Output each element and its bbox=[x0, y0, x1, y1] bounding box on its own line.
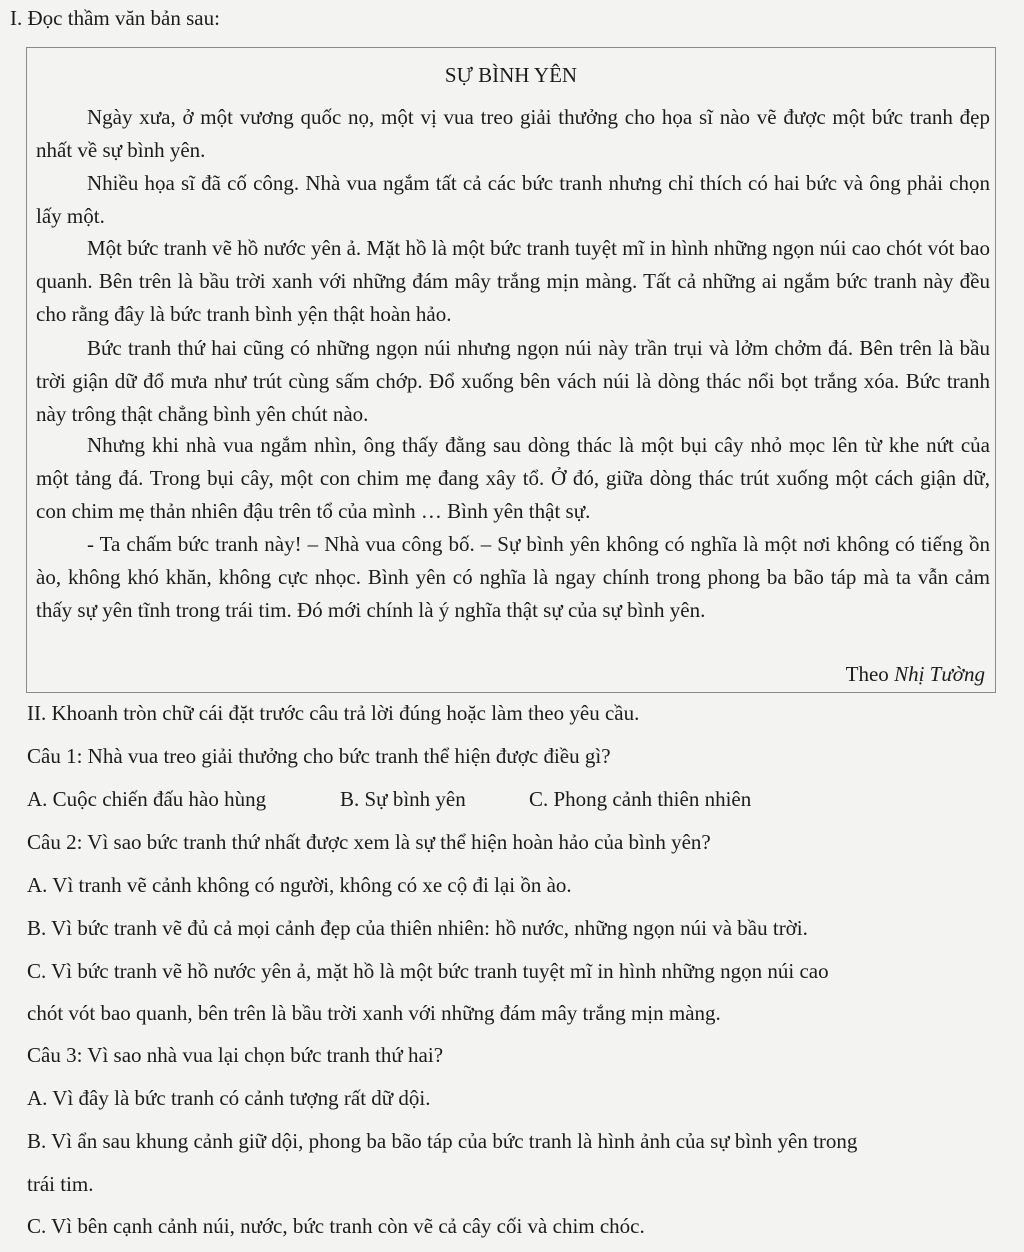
question-2: Câu 2: Vì sao bức tranh thứ nhất được xem là sự thể hiện hoàn hảo của bình yên? bbox=[27, 830, 711, 854]
paragraph-text: Một bức tranh vẽ hồ nước yên ả. Mặt hồ là một bức tranh tuyệt mĩ in hình những ngọn núi cao chót vót bao quanh. Bên trên là bầu trời xanh với những đám mây trắng mịn màng. Tất cả những ai ngắm bức tranh này đều cho rằng đây là bức tranh bình yện thật hoàn hảo. bbox=[36, 236, 990, 326]
story-title: SỰ BÌNH YÊN bbox=[444, 63, 578, 87]
section-2-heading: II. Khoanh tròn chữ cái đặt trước câu trả lời đúng hoặc làm theo yêu cầu. bbox=[27, 701, 640, 725]
q3-option-b-continued: trái tim. bbox=[27, 1172, 94, 1196]
q3-option-c[interactable]: C. Vì bên cạnh cảnh núi, nước, bức tranh còn vẽ cả cây cối và chim chóc. bbox=[27, 1214, 645, 1238]
q1-option-b[interactable]: B. Sự bình yên bbox=[340, 787, 466, 811]
q2-option-c-continued: chót vót bao quanh, bên trên là bầu trời xanh với những đám mây trắng mịn màng. bbox=[27, 1001, 721, 1025]
paragraph-text: Nhưng khi nhà vua ngắm nhìn, ông thấy đằng sau dòng thác là một bụi cây nhỏ mọc lên từ khe nứt của một tảng đá. Trong bụi cây, một con chim mẹ đang xây tổ. Ở đó, giữa dòng thác trút xuống một cách giận dữ, con chim mẹ thản nhiên đậu trên tổ của mình … Bình yên thật sự. bbox=[36, 433, 990, 523]
q3-option-a[interactable]: A. Vì đây là bức tranh có cảnh tượng rất dữ dội. bbox=[27, 1086, 431, 1110]
q1-option-a[interactable]: A. Cuộc chiến đấu hào hùng bbox=[27, 787, 267, 811]
story-box bbox=[26, 47, 996, 693]
source-prefix: Theo bbox=[845, 662, 895, 686]
q2-option-c[interactable]: C. Vì bức tranh vẽ hồ nước yên ả, mặt hồ là một bức tranh tuyệt mĩ in hình những ngọn núi cao bbox=[27, 959, 829, 983]
paragraph-text: - Ta chấm bức tranh này! – Nhà vua công bố. – Sự bình yên không có nghĩa là một nơi không có tiếng ồn ào, không khó khăn, không cực nhọc. Bình yên có nghĩa là ngay chính trong phong ba bão táp mà ta vẫn cảm thấy sự yên tĩnh trong trái tim. Đó mới chính là ý nghĩa thật sự của sự bình yên. bbox=[36, 532, 990, 622]
q1-option-c[interactable]: C. Phong cảnh thiên nhiên bbox=[529, 787, 752, 811]
story-paragraph bbox=[36, 332, 990, 431]
question-1: Câu 1: Nhà vua treo giải thưởng cho bức tranh thể hiện được điều gì? bbox=[27, 744, 611, 768]
story-paragraph bbox=[36, 101, 990, 167]
q3-option-b[interactable]: B. Vì ẩn sau khung cảnh giữ dội, phong ba bão táp của bức tranh là hình ảnh của sự bình yên trong bbox=[27, 1129, 858, 1153]
question-1-options bbox=[27, 784, 997, 814]
story-source bbox=[846, 659, 985, 689]
paragraph-text: Ngày xưa, ở một vương quốc nọ, một vị vua treo giải thưởng cho họa sĩ nào vẽ được một bức tranh đẹp nhất về sự bình yên. bbox=[36, 105, 990, 162]
story-paragraph bbox=[36, 429, 990, 528]
q2-option-b[interactable]: B. Vì bức tranh vẽ đủ cả mọi cảnh đẹp của thiên nhiên: hồ nước, những ngọn núi và bầu trời. bbox=[27, 916, 808, 940]
paragraph-text: Nhiều họa sĩ đã cố công. Nhà vua ngắm tất cả các bức tranh nhưng chỉ thích có hai bức và ông phải chọn lấy một. bbox=[36, 171, 990, 228]
section-1-heading: I. Đọc thầm văn bản sau: bbox=[10, 6, 220, 30]
q2-option-a[interactable]: A. Vì tranh vẽ cảnh không có người, không có xe cộ đi lại ồn ào. bbox=[27, 873, 572, 897]
story-paragraph bbox=[36, 167, 990, 233]
story-paragraph bbox=[36, 232, 990, 331]
question-3: Câu 3: Vì sao nhà vua lại chọn bức tranh thứ hai? bbox=[27, 1043, 444, 1067]
story-paragraph bbox=[36, 528, 990, 627]
source-author: Nhị Tường bbox=[894, 662, 985, 686]
paragraph-text: Bức tranh thứ hai cũng có những ngọn núi nhưng ngọn núi này trần trụi và lởm chởm đá. Bên trên là bầu trời giận dữ đổ mưa như trút cùng sấm chớp. Đổ xuống bên vách núi là dòng thác nổi bọt trắng xóa. Bức tranh này trông thật chẳng bình yên chút nào. bbox=[36, 336, 990, 426]
